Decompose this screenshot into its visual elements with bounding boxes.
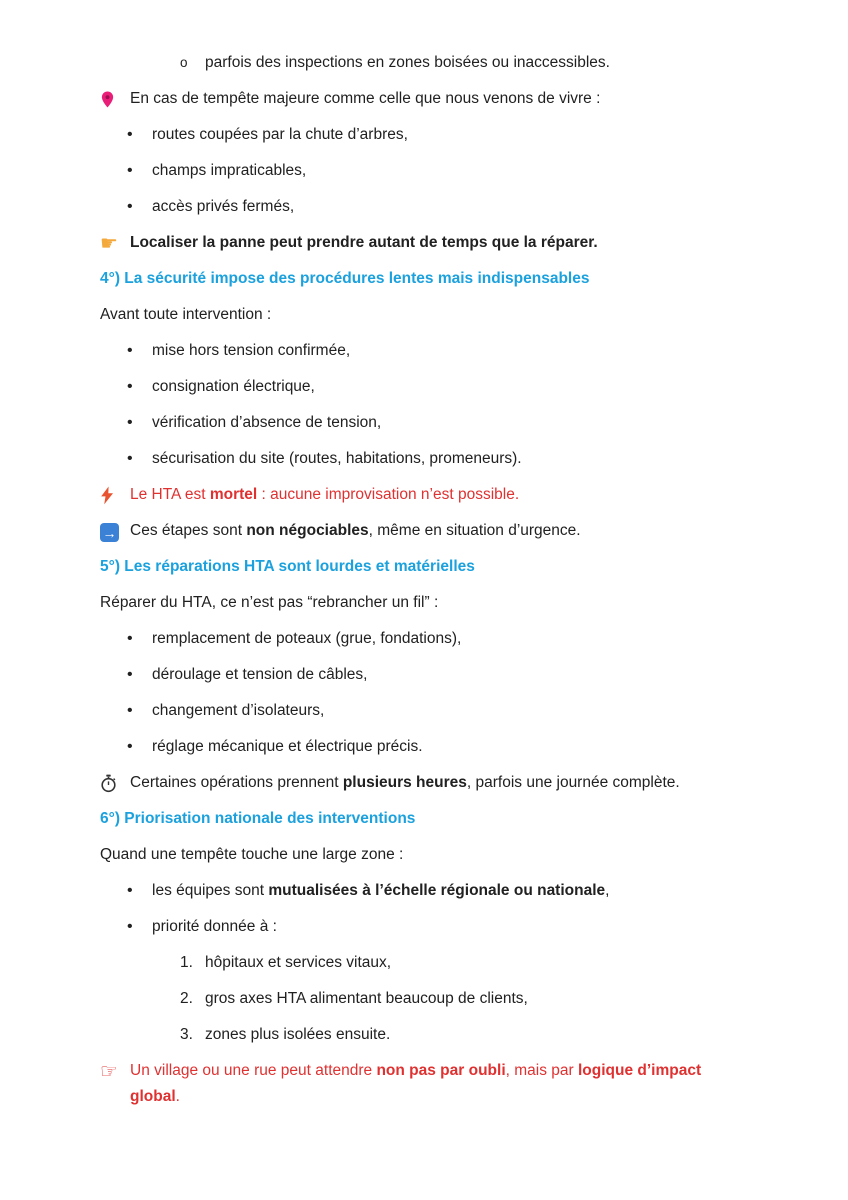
bullet-marker: • (127, 414, 133, 431)
list-item (100, 158, 748, 184)
text-segment-bold: logique d’impact global (130, 1062, 702, 1105)
bullet-marker: • (127, 666, 133, 683)
list-item-text: parfois des inspections en zones boisées ou inaccessibles. (205, 54, 610, 71)
list-item (100, 410, 748, 436)
list-item (100, 878, 748, 904)
list-item (100, 626, 748, 652)
bullet-marker: • (127, 162, 133, 179)
stopwatch-icon (100, 770, 122, 796)
list-item-text: déroulage et tension de câbles, (152, 666, 368, 683)
callout-text (130, 1058, 748, 1110)
bullet-marker: • (127, 630, 133, 647)
number-marker: 3. (180, 1026, 193, 1043)
callout-text: En cas de tempête majeure comme celle que nous venons de vivre : (130, 90, 601, 107)
section-heading-5: 5°) Les réparations HTA sont lourdes et matérielles (100, 558, 475, 575)
arrow-right-glyph: → (100, 523, 119, 542)
steps-callout (100, 518, 748, 544)
list-item-text: hôpitaux et services vitaux, (205, 954, 392, 971)
bullet-marker: • (127, 378, 133, 395)
arrow-right-icon (100, 518, 122, 544)
storm-callout (100, 86, 748, 112)
section-heading-4: 4°) La sécurité impose des procédures lentes mais indispensables (100, 270, 590, 287)
bullet-marker: • (127, 198, 133, 215)
list-item (100, 194, 748, 220)
locate-callout (100, 230, 748, 256)
text-segment: Certaines opérations prennent (130, 774, 343, 791)
paragraph: Avant toute intervention : (100, 306, 272, 323)
numbered-list-item (100, 986, 748, 1012)
bullet-marker: • (127, 882, 133, 899)
list-item-text: réglage mécanique et électrique précis. (152, 738, 423, 755)
text-segment: : aucune improvisation n’est possible. (257, 486, 520, 503)
text-segment: Le HTA est (130, 486, 210, 503)
village-callout (100, 1058, 748, 1110)
danger-callout (100, 482, 748, 508)
section-heading-6: 6°) Priorisation nationale des interventions (100, 810, 416, 827)
paragraph: Réparer du HTA, ce n’est pas “rebrancher un fil” : (100, 594, 439, 611)
callout-text: Localiser la panne peut prendre autant de temps que la réparer. (130, 234, 598, 251)
duration-callout (100, 770, 748, 796)
list-item-text (152, 878, 748, 904)
list-item-text: routes coupées par la chute d’arbres, (152, 126, 408, 143)
text-segment: , même en situation d’urgence. (368, 522, 581, 539)
list-item-text: zones plus isolées ensuite. (205, 1026, 391, 1043)
bullet-marker: • (127, 342, 133, 359)
text-segment: les équipes sont (152, 882, 269, 899)
pointing-hand-icon: ☛ (100, 231, 118, 255)
pin-icon (100, 86, 122, 112)
list-item-text: priorité donnée à : (152, 918, 277, 935)
text-segment: , mais par (505, 1062, 578, 1079)
paragraph: Quand une tempête touche une large zone : (100, 846, 404, 863)
list-item (100, 698, 748, 724)
list-item (100, 734, 748, 760)
list-item-text: sécurisation du site (routes, habitations, promeneurs). (152, 450, 522, 467)
list-item (100, 914, 748, 940)
callout-text (130, 770, 748, 796)
text-segment-bold: mortel (209, 486, 258, 503)
list-item-text: champs impraticables, (152, 162, 307, 179)
bullet-marker: • (127, 702, 133, 719)
numbered-list-item (100, 1022, 748, 1048)
list-item-text: changement d’isolateurs, (152, 702, 325, 719)
bullet-marker: • (127, 126, 133, 143)
bullet-marker: • (127, 918, 133, 935)
list-item (100, 338, 748, 364)
text-segment: . (175, 1088, 180, 1105)
text-segment-bold: mutualisées à l’échelle régionale ou nationale (268, 882, 606, 899)
list-item-text: mise hors tension confirmée, (152, 342, 351, 359)
text-segment-bold: non négociables (246, 522, 369, 539)
callout-text (130, 518, 748, 544)
text-segment: , (605, 882, 610, 899)
list-item (100, 446, 748, 472)
text-segment-bold: plusieurs heures (342, 774, 467, 791)
number-marker: 1. (180, 954, 193, 971)
lightning-icon (100, 482, 122, 508)
list-item (100, 662, 748, 688)
text-segment: , parfois une journée complète. (466, 774, 680, 791)
text-segment: Un village ou une rue peut attendre (130, 1062, 377, 1079)
list-item (100, 50, 748, 76)
bullet-marker: • (127, 450, 133, 467)
list-item (100, 122, 748, 148)
text-segment-bold: non pas par oubli (376, 1062, 506, 1079)
list-item (100, 374, 748, 400)
pointing-hand-outline-icon: ☞ (100, 1059, 118, 1083)
list-item-text: consignation électrique, (152, 378, 315, 395)
text-segment: Ces étapes sont (130, 522, 247, 539)
number-marker: 2. (180, 990, 193, 1007)
list-item-text: accès privés fermés, (152, 198, 295, 215)
bullet-marker: • (127, 738, 133, 755)
numbered-list-item (100, 950, 748, 976)
list-item-text: vérification d’absence de tension, (152, 414, 382, 431)
list-item-text: gros axes HTA alimentant beaucoup de clients, (205, 990, 528, 1007)
sub-bullet-marker: o (180, 55, 188, 70)
list-item-text: remplacement de poteaux (grue, fondations), (152, 630, 462, 647)
callout-text (130, 482, 748, 508)
